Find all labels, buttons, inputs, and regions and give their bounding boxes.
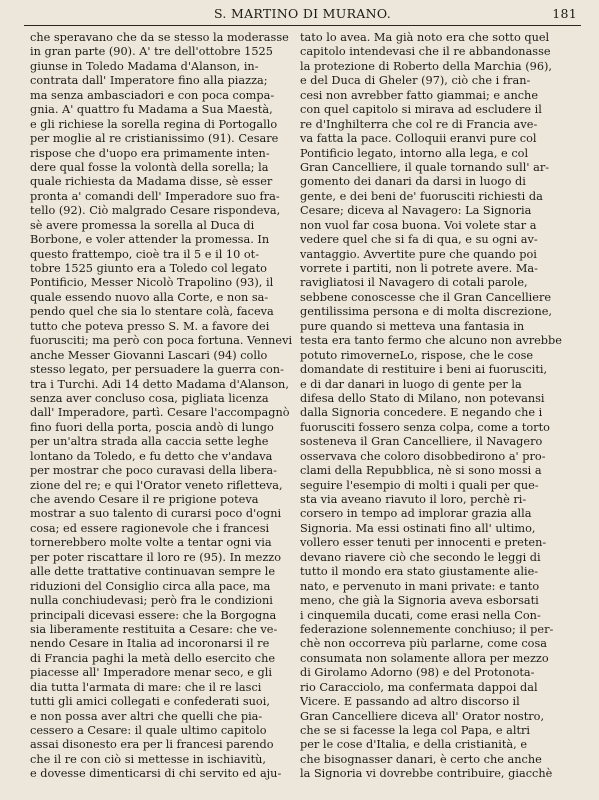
- text-line: per un'altra strada alla caccia sette leghe: [30, 435, 269, 449]
- text-line: potuto rimoverneLo, rispose, che le cose: [300, 348, 534, 362]
- text-line: gnia. A' quattro fu Madama a Sua Maestà,: [30, 103, 273, 117]
- left-text-column: [30, 31, 293, 782]
- text-line: gente, e dei beni de' fuorusciti richiesti da: [300, 189, 543, 203]
- text-line: vorrete i partiti, non li potrete avere. Ma-: [300, 262, 538, 275]
- text-line: i cinquemila ducati, come erasi nella Con-: [300, 608, 541, 622]
- text-line: che speravano che da se stesso la moderasse: [30, 31, 289, 44]
- text-line: nato, e pervenuto in mani private: e tanto: [300, 579, 540, 593]
- text-line: chè non occorreva più parlarne, come cosa: [300, 637, 548, 651]
- text-line: pendo quel che sia lo stentare colà, faceva: [30, 305, 274, 319]
- text-line: anche Messer Giovanni Lascari (94) collo: [30, 348, 268, 362]
- text-line: difesa dello Stato di Milano, non potevansi: [300, 391, 545, 405]
- text-line: e del Duca di Gheler (97), ciò che i fran-: [300, 74, 531, 88]
- text-line: assai disonesto era per li francesi parendo: [30, 738, 274, 752]
- text-line: vollero esser tenuti per innocenti e preten-: [300, 536, 547, 550]
- text-line: nulla conchiudevasi; però fra le condizioni: [30, 594, 273, 608]
- text-line: sebbene conoscesse che il Gran Cancelliere: [300, 290, 552, 304]
- text-line: clami della Repubblica, nè si sono mossi a: [300, 464, 542, 478]
- text-line: dere qual fosse la volontà della sorella; la: [30, 160, 269, 174]
- text-line: per moglie al re cristianissimo (91). Cesare: [30, 132, 279, 146]
- text-line: Signoria. Ma essi ostinati fino all' ultimo,: [300, 521, 536, 535]
- text-line: osservava che coloro disobbedirono a' pro-: [300, 449, 546, 463]
- text-line: corsero in tempo ad implorar grazia alla: [300, 507, 532, 521]
- text-line: e non possa aver altri che quelli che pia-: [30, 709, 263, 723]
- text-line: federazione solennemente conchiuso; il per-: [300, 622, 554, 636]
- text-line: domandate di restituire i beni ai fuorusciti,: [300, 363, 548, 377]
- text-line: cesi non avrebber fatto giammai; e anche: [300, 88, 539, 102]
- text-line: tornerebbero molte volte a tentar ogni via: [30, 536, 272, 550]
- text-line: Gran Cancelliere, il quale tornando sull' ar-: [300, 160, 550, 174]
- text-line: Pontificio legato, intorno alla lega, e col: [300, 146, 529, 160]
- page-number: 181: [552, 6, 577, 21]
- text-line: sia liberamente restituita a Cesare: che ve-: [30, 622, 278, 636]
- text-line: capitolo intendevasi che il re abbandonasse: [300, 45, 551, 59]
- text-line: sè avere promessa la sorella al Duca di: [30, 218, 255, 232]
- text-line: non vuol far cosa buona. Voi volete star a: [300, 218, 537, 232]
- text-line: che se si facesse la lega col Papa, e altri: [300, 724, 531, 737]
- text-line: ma senza ambasciadori e con poca compa-: [30, 88, 275, 102]
- text-line: zione del re; e qui l'Orator veneto rifletteva,: [30, 478, 283, 492]
- text-line: vedere quel che si fa di qua, e su ogni av-: [300, 233, 538, 247]
- text-line: pronta a' comandi dell' Imperadore suo fra-: [30, 189, 280, 203]
- text-line: tobre 1525 giunto era a Toledo col legato: [30, 262, 267, 275]
- text-line: contrata dall' Imperatore fino alla piazza;: [30, 74, 268, 88]
- text-line: mostrar a suo talento di curarsi poco d'ogni: [30, 507, 282, 521]
- text-line: piacesse all' Imperadore menar seco, e gli: [30, 666, 272, 680]
- text-line: lontano da Toledo, e fu detto che v'andava: [30, 449, 273, 463]
- text-line: principali dicevasi essere: che la Borgogna: [30, 608, 277, 622]
- text-line: giunse in Toledo Madama d'Alanson, in-: [30, 59, 259, 73]
- text-line: vantaggio. Avvertite pure che quando poi: [300, 247, 537, 261]
- text-line: che bisognasser danari, è certo che anche: [300, 752, 542, 766]
- text-line: senza aver concluso cosa, pigliata licenza: [30, 391, 269, 405]
- text-line: per mostrar che poco curavasi della libera-: [30, 464, 277, 478]
- text-line: re d'Inghilterra che col re di Francia ave-: [300, 117, 538, 131]
- text-line: Gran Cancelliere diceva all' Orator nostro,: [300, 709, 545, 723]
- text-line: testa era tanto fermo che alcuno non avrebbe: [300, 334, 562, 348]
- text-line: dalla Signoria concedere. E negando che i: [300, 406, 543, 420]
- text-line: di Francia paghi la metà dello esercito che: [30, 651, 276, 665]
- text-line: che avendo Cesare il re prigione poteva: [30, 493, 259, 506]
- text-line: tutto che poteva presso S. M. a favore dei: [30, 319, 270, 333]
- text-line: quale essendo nuovo alla Corte, e non sa-: [30, 290, 269, 304]
- text-line: seguire l'esempio di molti i quali per que-: [300, 478, 539, 492]
- text-line: va fatta la pace. Colloquii eranvi pure col: [300, 132, 537, 146]
- text-line: Vicere. E passando ad altro discorso il: [300, 695, 520, 709]
- text-line: quale richiesta da Madama disse, sè esser: [30, 175, 273, 189]
- text-line: Cesare; diceva al Navagero: La Signoria: [300, 204, 532, 218]
- text-line: dall' Imperadore, partì. Cesare l'accompagnò: [30, 406, 290, 420]
- text-line: riduzioni del Consiglio circa alla pace, ma: [30, 579, 271, 593]
- text-line: la protezione di Roberto della Marchia (96),: [300, 59, 553, 73]
- text-line: consumata non solamente allora per mezzo: [300, 651, 549, 665]
- text-line: con quel capitolo si mirava ad escludere il: [300, 103, 542, 117]
- text-line: tra i Turchi. Adi 14 detto Madama d'Alanson,: [30, 377, 289, 391]
- text-line: la Signoria vi dovrebbe contribuire, giacchè: [300, 767, 553, 781]
- text-line: fino fuori della porta, poscia andò di lungo: [30, 420, 274, 434]
- text-line: in gran parte (90). A' tre dell'ottobre 1525: [30, 45, 273, 59]
- text-line: gomento dei danari da darsi in luogo di: [300, 175, 526, 189]
- text-line: nendo Cesare in Italia ad incoronarsi il re: [30, 637, 270, 651]
- text-line: cosa; ed essere ragionevole che i francesi: [30, 521, 270, 535]
- running-header: [24, 6, 581, 24]
- text-line: tutto il mondo era stato giustamente alie-: [300, 565, 539, 579]
- text-line: gentilissima persona e di molta discrezione,: [300, 305, 553, 319]
- text-line: rispose che d'uopo era primamente inten-: [30, 146, 270, 160]
- text-line: pure quando si metteva una fantasia in: [300, 319, 525, 333]
- text-line: alle dette trattative continuavan sempre le: [30, 565, 276, 579]
- header-rule: [24, 25, 581, 26]
- text-line: per poter riscattare il loro re (95). In mezzo: [30, 550, 282, 564]
- text-line: dia tutta l'armata di mare: che il re lasci: [30, 680, 262, 694]
- text-line: sosteneva il Gran Cancelliere, il Navagero: [300, 435, 543, 449]
- text-line: Pontificio, Messer Nicolò Trapolino (93), il: [30, 276, 274, 290]
- text-line: cessero a Cesare: il quale ultimo capitolo: [30, 724, 267, 737]
- text-line: per le cose d'Italia, e della cristianità, e: [300, 738, 528, 752]
- text-line: tello (92). Ciò malgrado Cesare rispondeva,: [30, 204, 281, 218]
- text-line: fuorusciti fossero senza colpa, come a torto: [300, 420, 550, 434]
- text-line: questo frattempo, cioè tra il 5 e il 10 ot-: [30, 247, 260, 261]
- text-line: meno, che già la Signoria aveva esborsati: [300, 594, 539, 608]
- right-text-column: [300, 31, 563, 782]
- text-line: rio Caracciolo, ma confermata dappoi dal: [300, 680, 538, 694]
- text-line: e gli richiese la sorella regina di Portogallo: [30, 117, 278, 131]
- text-line: tato lo avea. Ma già noto era che sotto quel: [300, 31, 550, 44]
- text-line: fuorusciti; ma però con poca fortuna. Vennevi: [30, 334, 293, 348]
- text-line: ravigliatosi il Navagero di cotali parole,: [300, 276, 528, 290]
- text-line: e dovesse dimenticarsi di chi servito ed aju-: [30, 767, 282, 781]
- text-line: devano riavere ciò che secondo le leggi di: [300, 550, 541, 564]
- text-line: Borbone, e voler attender la promessa. In: [30, 233, 270, 247]
- text-line: di Girolamo Adorno (98) e del Protonota-: [300, 666, 535, 680]
- text-line: che il re con ciò si mettesse in ischiavitù,: [30, 752, 266, 766]
- running-title: S. MARTINO DI MURANO.: [214, 6, 391, 21]
- text-line: stesso legato, per persuadere la guerra con-: [30, 363, 284, 377]
- text-line: sta via aveano riavuto il loro, perchè ri-: [300, 493, 527, 506]
- text-line: e di dar danari in luogo di gente per la: [300, 377, 522, 391]
- text-line: tutti gli amici collegati e confederati suoi,: [30, 695, 270, 709]
